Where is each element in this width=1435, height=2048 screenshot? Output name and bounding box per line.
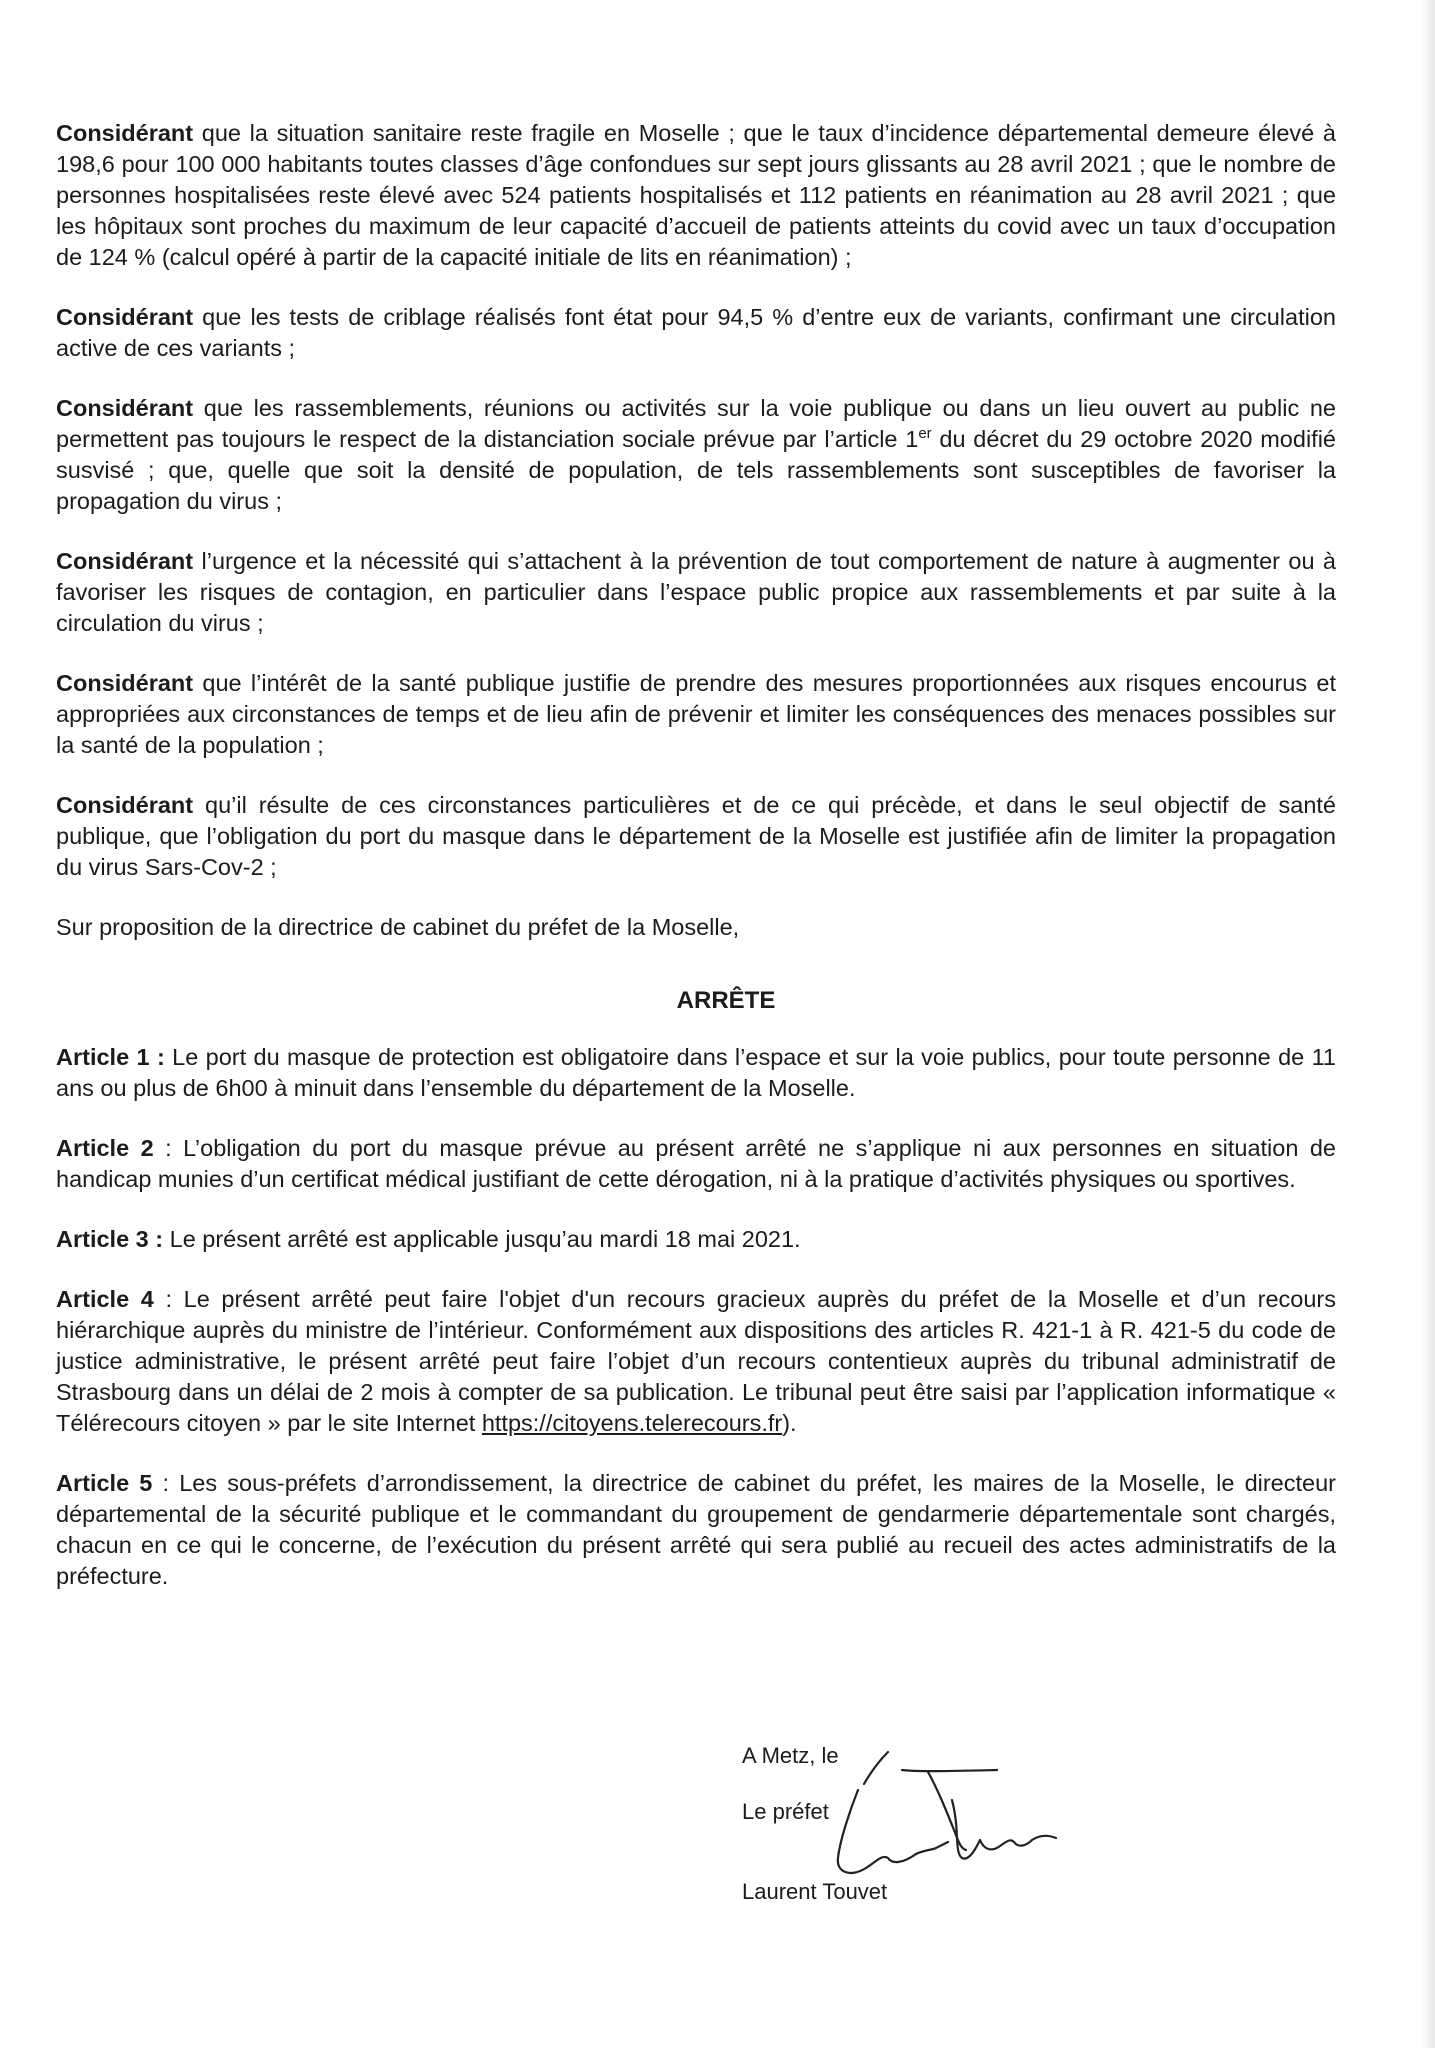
article-2 — [56, 1133, 1336, 1195]
considerant-paragraph-3 — [56, 393, 1336, 517]
article-label: Article 5 — [56, 1470, 153, 1496]
considerant-text-continued: du décret du 29 octobre 2020 modifié susvisé ; que, quelle que soit la densité de population, de tels rassemblements sont susceptibles de favoriser la propagation du virus ; — [56, 426, 1336, 514]
article-text-end: ). — [782, 1410, 797, 1436]
considerant-text: que les tests de criblage réalisés font état pour 94,5 % d’entre eux de variants, confirmant une circulation active de ces variants ; — [56, 304, 1336, 361]
signatory-role: Le préfet — [742, 1799, 829, 1824]
article-label: Article 2 — [56, 1135, 154, 1161]
document-body — [56, 118, 1336, 1621]
considerant-text: l’urgence et la nécessité qui s’attachent à la prévention de tout comportement de nature à augmenter ou à favoriser les risques de contagion, en particulier dans l’espace public propice aux rassemblements et par suite à la circulation du virus ; — [56, 548, 1336, 636]
article-label: Article 4 — [56, 1286, 154, 1312]
considerant-paragraph-6 — [56, 790, 1336, 883]
considerant-keyword: Considérant — [56, 792, 194, 818]
considerant-text: que la situation sanitaire reste fragile en Moselle ; que le taux d’incidence départemental demeure élevé à 198,6 pour 100 000 habitants toutes classes d’âge confondues sur sept jours glissants au 28 avril 2021 ; que le nombre de personnes hospitalisées reste élevé avec 524 patients hospitalisés et 112 patients en réanimation au 28 avril 2021 ; que les hôpitaux sont proches du maximum de leur capacité d’accueil de patients atteints du covid avec un taux d’occupation de 124 % (calcul opéré à partir de la capacité initiale de lits en réanimation) ; — [56, 120, 1336, 270]
article-5 — [56, 1468, 1336, 1592]
considerant-keyword: Considérant — [56, 120, 194, 146]
handwritten-signature-icon — [820, 1740, 1080, 1900]
article-1 — [56, 1042, 1336, 1104]
considerant-paragraph-4 — [56, 546, 1336, 639]
superscript: er — [918, 425, 932, 443]
proposition-paragraph — [56, 912, 1336, 943]
article-4 — [56, 1284, 1336, 1439]
article-text: : Le présent arrêté peut faire l'objet d'un recours gracieux auprès du préfet de la Moselle et d’un recours hiérarchique auprès du ministre de l’intérieur. Conformément aux dispositions des articles R. 421-1 à R. 421-5 du code de justice administrative, le présent arrêté peut faire l’objet d’un recours contentieux auprès du tribunal administratif de Strasbourg dans un délai de 2 mois à compter de sa publication. Le tribunal peut être saisi par l’application informatique « Télérecours citoyen » par le site Internet — [56, 1286, 1336, 1436]
signatory-name: Laurent Touvet — [742, 1879, 888, 1904]
article-label: Article 1 : — [56, 1044, 165, 1070]
considerant-text: que l’intérêt de la santé publique justifie de prendre des mesures proportionnées aux risques encourus et appropriées aux circonstances de temps et de lieu afin de prévenir et limiter les conséquences des menaces possibles sur la santé de la population ; — [56, 670, 1336, 758]
considerant-text: qu’il résulte de ces circonstances particulières et de ce qui précède, et dans le seul objectif de santé publique, que l’obligation du port du masque dans le département de la Moselle est justifiée afin de limiter la propagation du virus Sars-Cov-2 ; — [56, 792, 1336, 880]
considerant-keyword: Considérant — [56, 670, 194, 696]
article-3 — [56, 1224, 1336, 1255]
scan-edge-shadow — [1421, 0, 1435, 2048]
decree-title: ARRÊTE — [676, 987, 776, 1014]
considerant-paragraph-5 — [56, 668, 1336, 761]
article-text: Le présent arrêté est applicable jusqu’au mardi 18 mai 2021. — [163, 1226, 801, 1252]
considerant-paragraph-1 — [56, 118, 1336, 273]
considerant-text: que les rassemblements, réunions ou activités sur la voie publique ou dans un lieu ouvert au public ne permettent pas toujours le respect de la distanciation sociale prévue par l’article 1 — [56, 395, 1336, 452]
article-text: Le port du masque de protection est obligatoire dans l’espace et sur la voie publics, pour toute personne de 11 ans ou plus de 6h00 à minuit dans l’ensemble du département de la Moselle. — [56, 1044, 1336, 1101]
article-text: : L’obligation du port du masque prévue au présent arrêté ne s’applique ni aux personnes en situation de handicap munies d’un certificat médical justifiant de cette dérogation, ni à la pratique d’activités physiques ou sportives. — [56, 1135, 1336, 1192]
article-label: Article 3 : — [56, 1226, 164, 1252]
considerant-paragraph-2 — [56, 302, 1336, 364]
place-date: A Metz, le — [742, 1743, 839, 1768]
telerecours-link[interactable]: https://citoyens.telerecours.fr — [481, 1410, 783, 1436]
article-text: : Les sous-préfets d’arrondissement, la directrice de cabinet du préfet, les maires de la Moselle, le directeur départemental de la sécurité publique et le commandant du groupement de gendarmerie départementale sont chargés, chacun en ce qui le concerne, de l’exécution du présent arrêté qui sera publié au recueil des actes administratifs de la préfecture. — [56, 1470, 1336, 1589]
considerant-keyword: Considérant — [56, 304, 194, 330]
considerant-keyword: Considérant — [56, 548, 194, 574]
proposition-text: Sur proposition de la directrice de cabinet du préfet de la Moselle, — [56, 914, 740, 940]
considerant-keyword: Considérant — [56, 395, 194, 421]
